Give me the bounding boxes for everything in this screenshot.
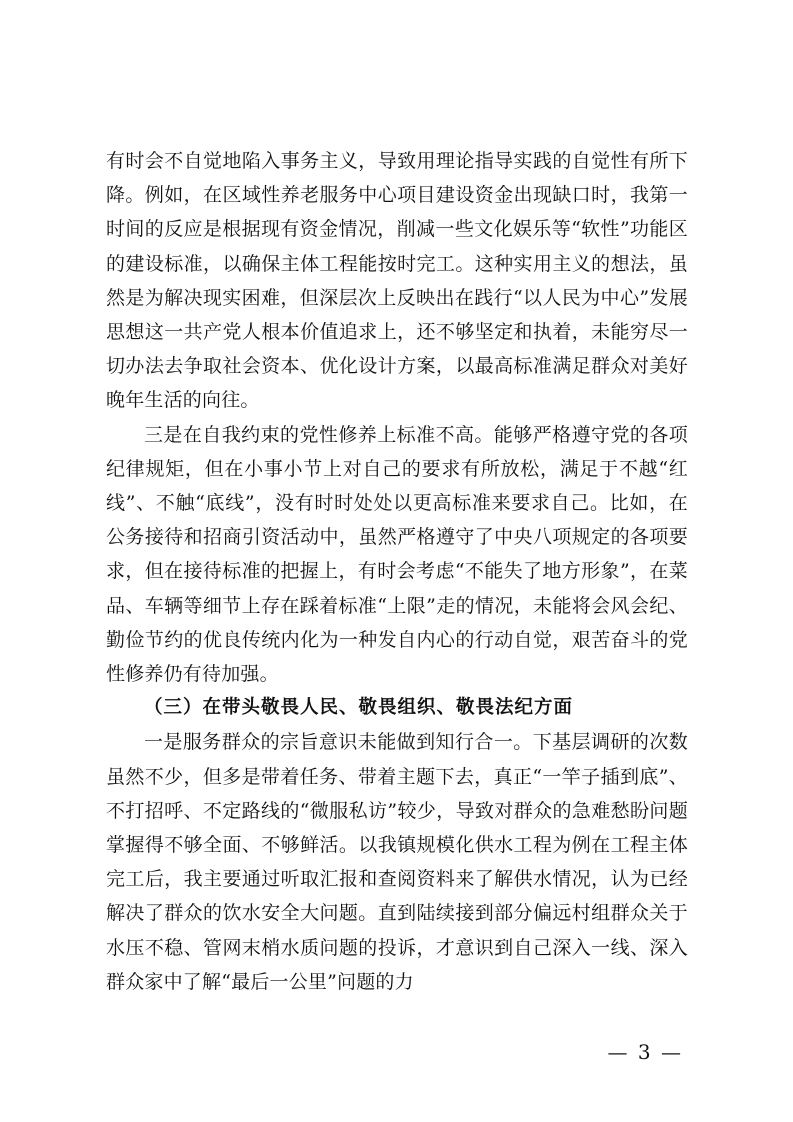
paragraph-2: 三是在自我约束的党性修养上标准不高。能够严格遵守党的各项纪律规矩，但在小事小节上对自己的要求有所放松，满足于不越“红线”、不触“底线”，没有时时处处以更高标准来要求自己。比如，在公务接待和招商引资活动中，虽然严格遵守了中央八项规定的各项要求，但在接待标准的把握上，有时会考虑“不能失了地方形象”，在菜品、车辆等细节上存在踩着标准“上限”走的情况，未能将会风会纪、勤俭节约的优良传统内化为一种发自内心的行动自觉，艰苦奋斗的党性修养仍有待加强。 — [106, 423, 688, 686]
paragraph-3: 一是服务群众的宗旨意识未能做到知行合一。下基层调研的次数虽然不少，但多是带着任务、带着主题下去，真正“一竿子插到底”、不打招呼、不定路线的“微服私访”较少，导致对群众的急难愁盼问题掌握得不够全面、不够鲜活。以我镇规模化供水工程为例在工程主体完工后，我主要通过听取汇报和查阅资料来了解供水情况，认为已经解决了群众的饮水安全大问题。直到陆续接到部分偏远村组群众关于水压不稳、管网末梢水质问题的投诉，才意识到自己深入一线、深入群众家中了解“最后一公里”问题的力 — [106, 731, 688, 993]
paragraph-1: 有时会不自觉地陷入事务主义，导致用理论指导实践的自觉性有所下降。例如，在区域性养老服务中心项目建设资金出现缺口时，我第一时间的反应是根据现有资金情况，削减一些文化娱乐等“软性”功能区的建设标准，以确保主体工程能按时完工。这种实用主义的想法，虽然是为解决现实困难，但深层次上反映出在践行“以人民为中心”发展思想这一共产党人根本价值追求上，还不够坚定和执着，未能穷尽一切办法去争取社会资本、优化设计方案，以最高标准满足群众对美好晚年生活的向往。 — [106, 150, 688, 412]
section-heading: （三）在带头敬畏人民、敬畏组织、敬畏法纪方面 — [144, 697, 574, 719]
page-number: — 3 — — [607, 1040, 683, 1064]
document-body — [106, 144, 688, 999]
